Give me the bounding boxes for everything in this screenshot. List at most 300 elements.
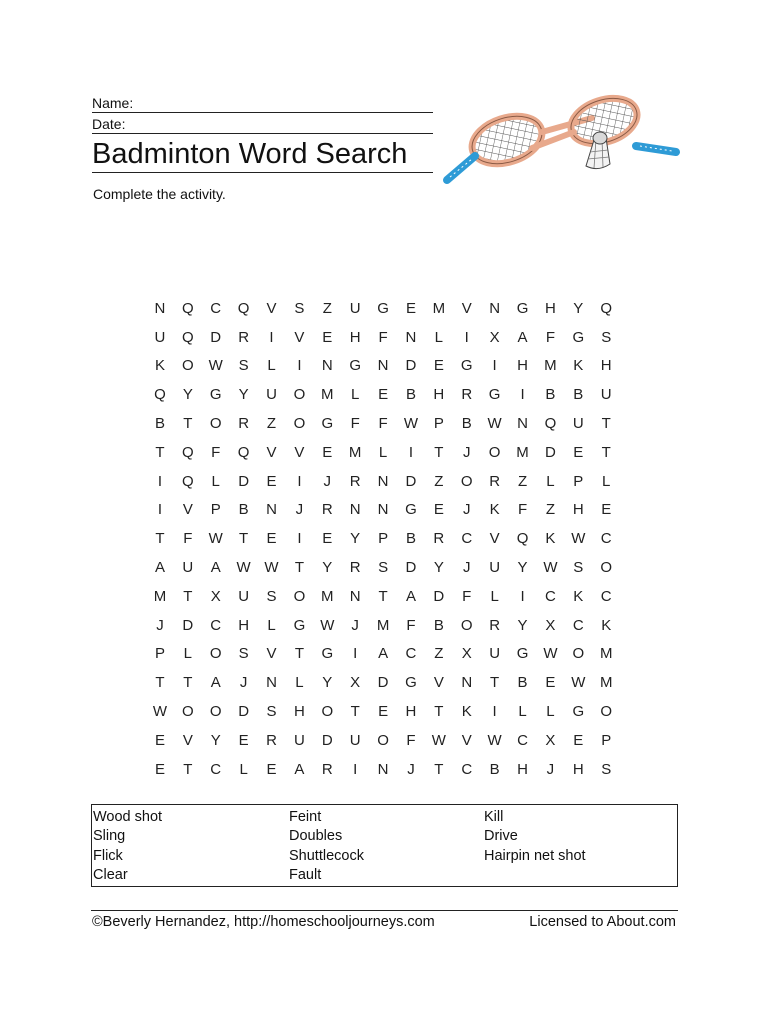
grid-letter: T bbox=[155, 530, 165, 548]
grid-letter: Q bbox=[237, 443, 250, 461]
grid-letter: B bbox=[461, 415, 472, 433]
grid-letter: L bbox=[267, 357, 276, 375]
grid-letter: L bbox=[239, 760, 248, 778]
grid-letter: N bbox=[154, 299, 166, 317]
grid-letter: Y bbox=[350, 530, 361, 548]
grid-letter: Y bbox=[182, 386, 193, 404]
grid-letter: U bbox=[154, 328, 166, 346]
grid-letter: L bbox=[518, 703, 527, 721]
word-list-item: Sling bbox=[93, 828, 126, 845]
grid-letter: K bbox=[573, 587, 584, 605]
grid-letter: H bbox=[544, 299, 556, 317]
grid-letter: H bbox=[572, 760, 584, 778]
grid-letter: N bbox=[266, 501, 277, 519]
grid-letter: L bbox=[546, 703, 555, 721]
grid-letter: I bbox=[492, 357, 497, 375]
grid-letter: C bbox=[210, 299, 222, 317]
grid-row bbox=[146, 380, 620, 409]
grid-letter: S bbox=[294, 299, 305, 317]
grid-row bbox=[146, 323, 620, 352]
grid-letter: Y bbox=[238, 386, 249, 404]
grid-letter: C bbox=[405, 645, 417, 663]
grid-row bbox=[146, 582, 620, 611]
grid-letter: S bbox=[266, 703, 277, 721]
grid-letter: I bbox=[353, 645, 358, 663]
grid-row bbox=[146, 668, 620, 697]
grid-letter: M bbox=[153, 587, 167, 605]
grid-letter: T bbox=[183, 415, 193, 433]
grid-letter: S bbox=[238, 357, 249, 375]
grid-letter: P bbox=[601, 731, 612, 749]
grid-letter: Q bbox=[182, 472, 194, 490]
grid-letter: C bbox=[210, 760, 222, 778]
grid-letter: B bbox=[545, 386, 556, 404]
grid-row bbox=[146, 496, 620, 525]
grid-letter: C bbox=[210, 616, 222, 634]
grid-letter: G bbox=[377, 299, 389, 317]
grid-letter: F bbox=[211, 443, 221, 461]
grid-letter: J bbox=[239, 674, 248, 692]
grid-letter: X bbox=[489, 328, 500, 346]
grid-letter: J bbox=[462, 443, 471, 461]
word-list-item: Hairpin net shot bbox=[484, 847, 586, 864]
grid-letter: T bbox=[183, 760, 193, 778]
grid-letter: D bbox=[182, 616, 194, 634]
grid-letter: I bbox=[269, 328, 274, 346]
grid-letter: M bbox=[516, 443, 529, 461]
grid-letter: T bbox=[601, 415, 611, 433]
grid-letter: Z bbox=[434, 472, 444, 490]
grid-letter: U bbox=[489, 559, 501, 577]
grid-letter: N bbox=[405, 328, 417, 346]
grid-letter: U bbox=[293, 731, 305, 749]
grid-letter: E bbox=[405, 299, 416, 317]
grid-letter: V bbox=[461, 731, 472, 749]
grid-letter: I bbox=[157, 501, 163, 519]
grid-row bbox=[146, 553, 620, 582]
grid-letter: Q bbox=[182, 443, 194, 461]
word-list-item: Feint bbox=[289, 809, 322, 825]
grid-letter: W bbox=[571, 674, 586, 692]
grid-letter: O bbox=[293, 415, 306, 433]
grid-letter: T bbox=[183, 587, 193, 605]
grid-letter: N bbox=[349, 501, 361, 519]
grid-letter: C bbox=[600, 587, 612, 605]
grid-letter: E bbox=[238, 731, 249, 749]
grid-letter: M bbox=[544, 357, 557, 375]
grid-letter: H bbox=[517, 357, 528, 375]
grid-letter: F bbox=[462, 587, 472, 605]
grid-letter: T bbox=[294, 645, 304, 663]
grid-letter: O bbox=[293, 587, 306, 605]
grid-letter: I bbox=[157, 472, 163, 490]
grid-letter: O bbox=[182, 357, 194, 375]
grid-letter: H bbox=[572, 501, 584, 519]
grid-row bbox=[146, 611, 620, 640]
grid-letter: U bbox=[489, 645, 501, 663]
grid-letter: P bbox=[154, 645, 165, 663]
grid-letter: J bbox=[407, 760, 415, 778]
grid-letter: P bbox=[573, 472, 584, 490]
grid-letter: S bbox=[601, 760, 612, 778]
grid-letter: W bbox=[208, 357, 223, 375]
grid-letter: I bbox=[520, 386, 525, 404]
grid-letter: L bbox=[490, 587, 499, 605]
grid-letter: B bbox=[238, 501, 249, 519]
grid-letter: S bbox=[266, 587, 277, 605]
grid-letter: R bbox=[461, 386, 473, 404]
grid-letter: M bbox=[599, 674, 613, 692]
grid-letter: M bbox=[321, 587, 334, 605]
grid-letter: Q bbox=[516, 530, 529, 548]
grid-letter: Y bbox=[322, 674, 333, 692]
grid-letter: R bbox=[489, 616, 501, 634]
license-text: Licensed to About.com bbox=[529, 914, 676, 930]
grid-letter: E bbox=[322, 328, 333, 346]
grid-letter: L bbox=[211, 472, 220, 490]
grid-letter: J bbox=[462, 501, 471, 519]
word-list-item: Clear bbox=[93, 866, 128, 883]
grid-letter: O bbox=[293, 386, 306, 404]
grid-letter: J bbox=[156, 616, 164, 634]
grid-letter: H bbox=[433, 386, 445, 404]
grid-letter: D bbox=[321, 731, 333, 749]
grid-letter: B bbox=[433, 616, 444, 634]
grid-row bbox=[146, 352, 620, 381]
grid-letter: A bbox=[405, 587, 416, 605]
grid-letter: D bbox=[238, 472, 250, 490]
grid-letter: T bbox=[434, 443, 444, 461]
grid-letter: F bbox=[517, 501, 528, 519]
grid-letter: T bbox=[601, 443, 611, 461]
grid-row bbox=[146, 697, 620, 726]
grid-letter: C bbox=[600, 530, 612, 548]
instructions: Complete the activity. bbox=[93, 186, 226, 202]
grid-letter: L bbox=[546, 472, 555, 490]
grid-letter: L bbox=[267, 616, 276, 634]
grid-letter: E bbox=[545, 674, 556, 692]
grid-letter: W bbox=[487, 731, 502, 749]
grid-letter: L bbox=[378, 443, 388, 461]
grid-letter: G bbox=[516, 645, 529, 663]
grid-letter: J bbox=[295, 501, 304, 519]
grid-letter: R bbox=[238, 328, 250, 346]
word-list-item: Shuttlecock bbox=[289, 847, 364, 864]
grid-letter: X bbox=[545, 616, 556, 634]
word-list bbox=[91, 804, 678, 887]
grid-letter: I bbox=[464, 328, 469, 346]
grid-letter: E bbox=[266, 760, 277, 778]
grid-row bbox=[146, 755, 620, 784]
grid-letter: H bbox=[600, 357, 612, 375]
grid-letter: R bbox=[321, 501, 333, 519]
grid-letter: T bbox=[294, 559, 304, 577]
grid-letter: U bbox=[600, 386, 612, 404]
page-title: Badminton Word Search bbox=[92, 137, 433, 173]
grid-letter: R bbox=[433, 530, 445, 548]
grid-letter: Z bbox=[266, 415, 277, 433]
date-field[interactable] bbox=[92, 116, 433, 134]
grid-row bbox=[146, 467, 620, 496]
grid-letter: X bbox=[350, 674, 361, 692]
grid-letter: I bbox=[520, 587, 525, 605]
grid-letter: J bbox=[546, 760, 555, 778]
grid-letter: P bbox=[378, 530, 389, 548]
grid-letter: K bbox=[545, 530, 556, 548]
grid-letter: C bbox=[461, 760, 473, 778]
grid-letter: F bbox=[545, 328, 555, 346]
grid-letter: G bbox=[405, 674, 417, 692]
word-list-item: Wood shot bbox=[93, 809, 163, 825]
grid-letter: E bbox=[378, 703, 389, 721]
grid-letter: M bbox=[599, 645, 613, 663]
grid-row bbox=[146, 726, 620, 755]
grid-letter: E bbox=[573, 731, 584, 749]
grid-letter: V bbox=[461, 299, 472, 317]
grid-letter: Q bbox=[600, 299, 613, 317]
grid-letter: O bbox=[600, 559, 613, 577]
grid-letter: J bbox=[462, 559, 471, 577]
name-field[interactable] bbox=[92, 95, 433, 113]
grid-letter: O bbox=[460, 616, 473, 634]
grid-letter: U bbox=[572, 415, 584, 433]
grid-letter: D bbox=[377, 674, 389, 692]
name-label: Name: bbox=[92, 95, 134, 111]
grid-letter: I bbox=[297, 530, 302, 548]
grid-letter: U bbox=[349, 299, 361, 317]
grid-letter: P bbox=[210, 501, 221, 519]
word-search-grid bbox=[146, 294, 620, 784]
grid-letter: I bbox=[408, 443, 414, 461]
grid-letter: F bbox=[378, 415, 388, 433]
grid-letter: H bbox=[238, 616, 250, 634]
grid-letter: G bbox=[488, 386, 501, 404]
grid-letter: W bbox=[152, 703, 168, 721]
grid-letter: O bbox=[182, 703, 194, 721]
grid-letter: Y bbox=[573, 299, 584, 317]
grid-letter: L bbox=[602, 472, 611, 490]
grid-letter: Z bbox=[322, 299, 332, 317]
grid-letter: N bbox=[377, 760, 389, 778]
grid-letter: I bbox=[353, 760, 358, 778]
grid-letter: E bbox=[573, 443, 584, 461]
grid-letter: V bbox=[294, 328, 305, 346]
grid-letter: P bbox=[433, 415, 444, 433]
grid-letter: T bbox=[350, 703, 360, 721]
grid-letter: R bbox=[266, 731, 277, 749]
grid-row bbox=[146, 640, 620, 669]
grid-letter: C bbox=[572, 616, 584, 634]
grid-row bbox=[146, 409, 620, 438]
grid-letter: Y bbox=[517, 559, 528, 577]
grid-letter: W bbox=[571, 530, 586, 548]
grid-letter: G bbox=[293, 616, 306, 634]
grid-letter: W bbox=[431, 731, 446, 749]
grid-letter: D bbox=[405, 357, 417, 375]
grid-letter: Y bbox=[433, 559, 444, 577]
grid-letter: M bbox=[376, 616, 390, 634]
grid-letter: I bbox=[297, 357, 302, 375]
grid-letter: F bbox=[183, 530, 193, 548]
grid-letter: E bbox=[433, 357, 444, 375]
grid-letter: O bbox=[460, 472, 473, 490]
grid-letter: M bbox=[432, 299, 446, 317]
grid-letter: Q bbox=[182, 328, 194, 346]
grid-letter: B bbox=[405, 530, 416, 548]
grid-letter: O bbox=[572, 645, 585, 663]
grid-letter: H bbox=[293, 703, 305, 721]
grid-letter: K bbox=[461, 703, 472, 721]
grid-letter: S bbox=[238, 645, 249, 663]
grid-letter: Z bbox=[517, 472, 528, 490]
grid-letter: Q bbox=[544, 415, 557, 433]
grid-letter: A bbox=[210, 674, 221, 692]
grid-letter: T bbox=[434, 703, 444, 721]
grid-letter: E bbox=[266, 530, 277, 548]
grid-letter: U bbox=[266, 386, 277, 404]
grid-letter: W bbox=[487, 415, 502, 433]
grid-letter: C bbox=[517, 731, 528, 749]
grid-letter: R bbox=[321, 760, 333, 778]
grid-letter: R bbox=[349, 472, 361, 490]
grid-letter: S bbox=[573, 559, 584, 577]
grid-letter: O bbox=[209, 645, 222, 663]
grid-letter: N bbox=[461, 674, 473, 692]
grid-letter: K bbox=[601, 616, 612, 634]
grid-letter: E bbox=[322, 443, 333, 461]
grid-letter: G bbox=[321, 645, 334, 663]
grid-letter: Z bbox=[434, 645, 444, 663]
word-list-item: Drive bbox=[484, 828, 518, 845]
grid-letter: E bbox=[154, 760, 165, 778]
grid-letter: A bbox=[378, 645, 389, 663]
grid-letter: D bbox=[405, 559, 417, 577]
grid-letter: M bbox=[348, 443, 362, 461]
grid-letter: T bbox=[434, 760, 444, 778]
grid-letter: W bbox=[403, 415, 419, 433]
grid-letter: E bbox=[154, 731, 165, 749]
grid-letter: N bbox=[377, 501, 389, 519]
grid-letter: N bbox=[377, 357, 389, 375]
grid-letter: T bbox=[490, 674, 500, 692]
word-list-column-3 bbox=[484, 808, 586, 866]
grid-letter: E bbox=[601, 501, 612, 519]
grid-letter: L bbox=[183, 645, 192, 663]
grid-letter: N bbox=[377, 472, 389, 490]
grid-letter: N bbox=[517, 415, 528, 433]
grid-letter: S bbox=[378, 559, 389, 577]
grid-letter: B bbox=[405, 386, 416, 404]
word-list-item: Fault bbox=[289, 866, 322, 883]
grid-letter: E bbox=[378, 386, 389, 404]
grid-letter: O bbox=[377, 731, 389, 749]
grid-letter: C bbox=[544, 587, 556, 605]
grid-letter: W bbox=[208, 530, 223, 548]
grid-letter: Q bbox=[182, 299, 194, 317]
grid-letter: L bbox=[434, 328, 444, 346]
footer-divider bbox=[91, 910, 678, 911]
grid-letter: Z bbox=[545, 501, 555, 519]
grid-letter: Q bbox=[237, 299, 250, 317]
grid-letter: D bbox=[433, 587, 445, 605]
grid-letter: G bbox=[572, 328, 585, 346]
grid-letter: T bbox=[239, 530, 249, 548]
grid-letter: W bbox=[264, 559, 279, 577]
grid-letter: H bbox=[349, 328, 361, 346]
grid-letter: O bbox=[600, 703, 613, 721]
grid-letter: X bbox=[461, 645, 472, 663]
grid-letter: F bbox=[378, 328, 388, 346]
grid-letter: G bbox=[572, 703, 585, 721]
grid-letter: G bbox=[460, 357, 473, 375]
grid-letter: X bbox=[210, 587, 221, 605]
grid-letter: I bbox=[492, 703, 497, 721]
grid-letter: C bbox=[461, 530, 473, 548]
grid-letter: N bbox=[321, 357, 333, 375]
grid-letter: D bbox=[544, 443, 556, 461]
grid-letter: V bbox=[182, 501, 193, 519]
grid-letter: F bbox=[350, 415, 360, 433]
grid-letter: K bbox=[489, 501, 500, 519]
grid-letter: J bbox=[323, 472, 332, 490]
word-list-item: Doubles bbox=[289, 828, 343, 845]
grid-letter: G bbox=[209, 386, 222, 404]
copyright-text: ©Beverly Hernandez, http://homeschooljourneys.com bbox=[92, 914, 435, 930]
grid-letter: N bbox=[349, 587, 361, 605]
grid-row bbox=[146, 294, 620, 323]
grid-letter: K bbox=[154, 357, 165, 375]
grid-letter: V bbox=[489, 530, 500, 548]
grid-letter: J bbox=[351, 616, 359, 634]
grid-letter: A bbox=[294, 760, 305, 778]
grid-letter: R bbox=[238, 415, 250, 433]
grid-letter: T bbox=[378, 587, 388, 605]
grid-letter: D bbox=[210, 328, 222, 346]
grid-letter: T bbox=[183, 674, 193, 692]
grid-letter: F bbox=[406, 616, 416, 634]
grid-letter: W bbox=[543, 559, 558, 577]
grid-letter: Q bbox=[154, 386, 166, 404]
grid-letter: V bbox=[182, 731, 193, 749]
grid-letter: B bbox=[154, 415, 165, 433]
grid-letter: R bbox=[489, 472, 501, 490]
grid-letter: F bbox=[406, 731, 416, 749]
grid-letter: D bbox=[238, 703, 250, 721]
grid-letter: E bbox=[266, 472, 277, 490]
grid-letter: I bbox=[297, 472, 302, 490]
grid-letter: Y bbox=[517, 616, 528, 634]
date-label: Date: bbox=[92, 116, 126, 132]
grid-letter: B bbox=[573, 386, 584, 404]
grid-row bbox=[146, 438, 620, 467]
grid-letter: O bbox=[209, 703, 222, 721]
grid-letter: T bbox=[155, 443, 165, 461]
grid-letter: B bbox=[489, 760, 500, 778]
grid-letter: E bbox=[433, 501, 444, 519]
grid-letter: G bbox=[405, 501, 417, 519]
grid-letter: G bbox=[516, 299, 529, 317]
grid-letter: A bbox=[517, 328, 528, 346]
grid-letter: U bbox=[238, 587, 250, 605]
grid-letter: B bbox=[517, 674, 528, 692]
badminton-rackets-icon bbox=[442, 88, 682, 192]
grid-letter: N bbox=[489, 299, 501, 317]
grid-letter: U bbox=[349, 731, 361, 749]
grid-letter: A bbox=[210, 559, 221, 577]
grid-letter: O bbox=[488, 443, 501, 461]
word-list-item: Kill bbox=[484, 809, 504, 825]
grid-letter: U bbox=[182, 559, 194, 577]
